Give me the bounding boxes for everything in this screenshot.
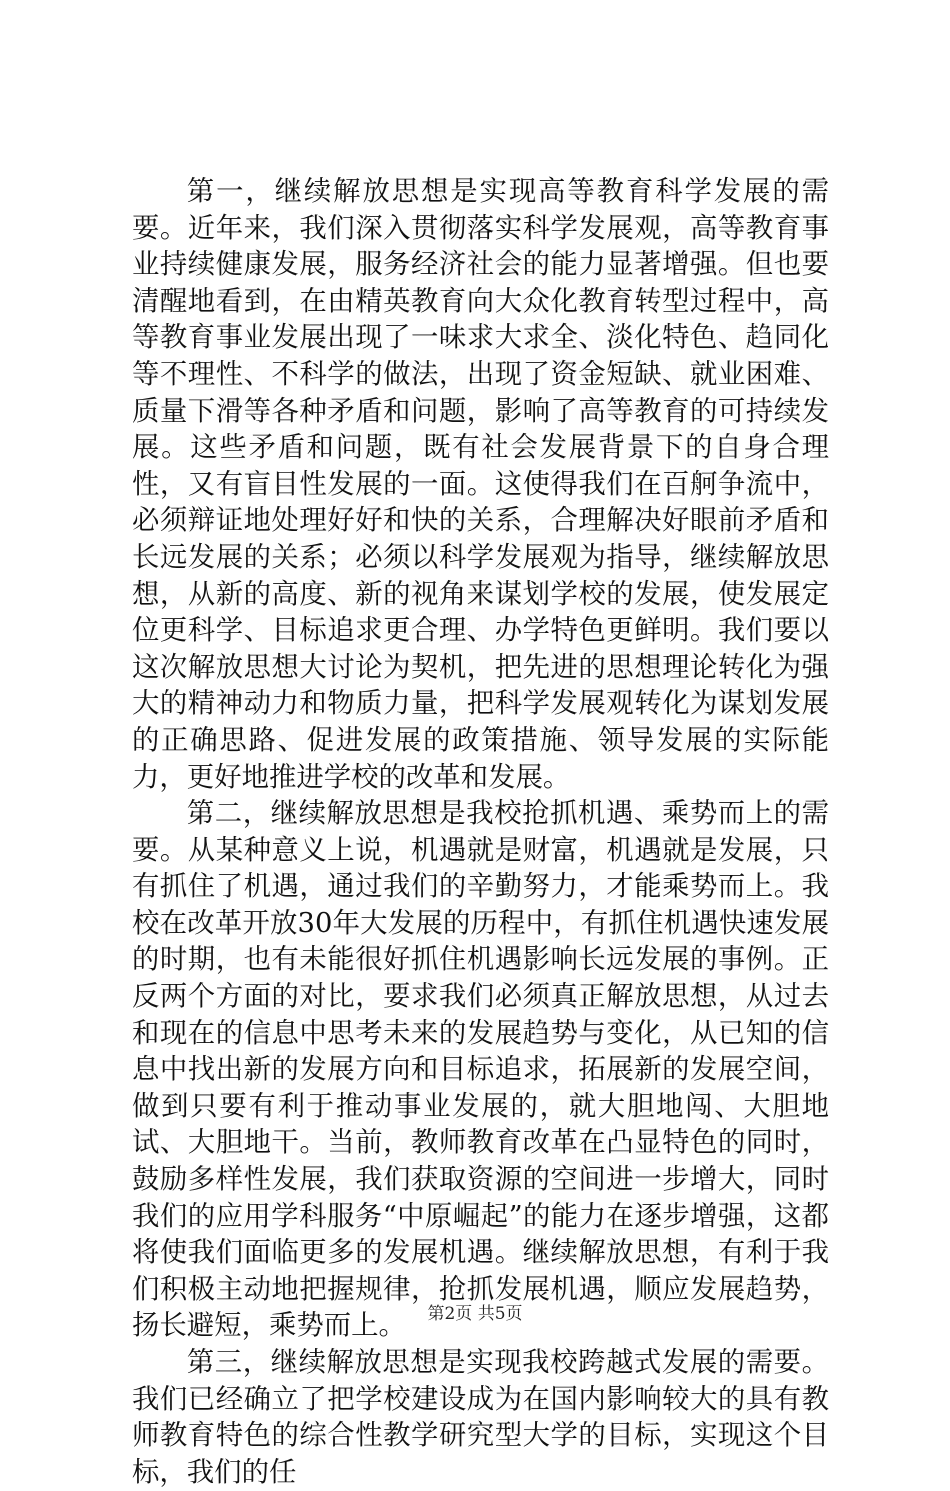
page-number: 第2页 (427, 1304, 473, 1324)
page-total: 共5页 (477, 1304, 523, 1324)
body-text (132, 174, 829, 1491)
paragraph-1: 第一，继续解放思想是实现高等教育科学发展的需要。近年来，我们深入贯彻落实科学发展观，高等教育事业持续健康发展，服务经济社会的能力显著增强。但也要清醒地看到，在由精英教育向大众化教育转型过程中，高等教育事业发展出现了一味求大求全、淡化特色、趋同化等不理性、不科学的做法，出现了资金短缺、就业困难、质量下滑等各种矛盾和问题，影响了高等教育的可持续发展。这些矛盾和问题，既有社会发展背景下的自身合理性，又有盲目性发展的一面。这使得我们在百舸争流中，必须辩证地处理好好和快的关系，合理解决好眼前矛盾和长远发展的关系；必须以科学发展观为指导，继续解放思想，从新的高度、新的视角来谋划学校的发展，使发展定位更科学、目标追求更合理、办学特色更鲜明。我们要以这次解放思想大讨论为契机，把先进的思想理论转化为强大的精神动力和物质力量，把科学发展观转化为谋划发展的正确思路、促进发展的政策措施、领导发展的实际能力，更好地推进学校的改革和发展。 (132, 176, 829, 793)
paragraph-3: 第三，继续解放思想是实现我校跨越式发展的需要。我们已经确立了把学校建设成为在国内影响较大的具有教师教育特色的综合性教学研究型大学的目标，实现这个目标，我们的任 (132, 1347, 829, 1488)
page-footer (0, 1304, 950, 1324)
paragraph-2: 第二，继续解放思想是我校抢抓机遇、乘势而上的需要。从某种意义上说，机遇就是财富，机遇就是发展，只有抓住了机遇，通过我们的辛勤努力，才能乘势而上。我校在改革开放30年大发展的历程中，有抓住机遇快速发展的时期，也有未能很好抓住机遇影响长远发展的事例。正反两个方面的对比，要求我们必须真正解放思想，从过去和现在的信息中思考未来的发展趋势与变化，从已知的信息中找出新的发展方向和目标追求，拓展新的发展空间，做到只要有利于推动事业发展的，就大胆地闯、大胆地试、大胆地干。当前，教师教育改革在凸显特色的同时，鼓励多样性发展，我们获取资源的空间进一步增大，同时我们的应用学科服务“中原崛起”的能力在逐步增强，这都将使我们面临更多的发展机遇。继续解放思想，有利于我们积极主动地把握规律，抢抓发展机遇，顺应发展趋势，扬长避短，乘势而上。 (132, 798, 829, 1342)
